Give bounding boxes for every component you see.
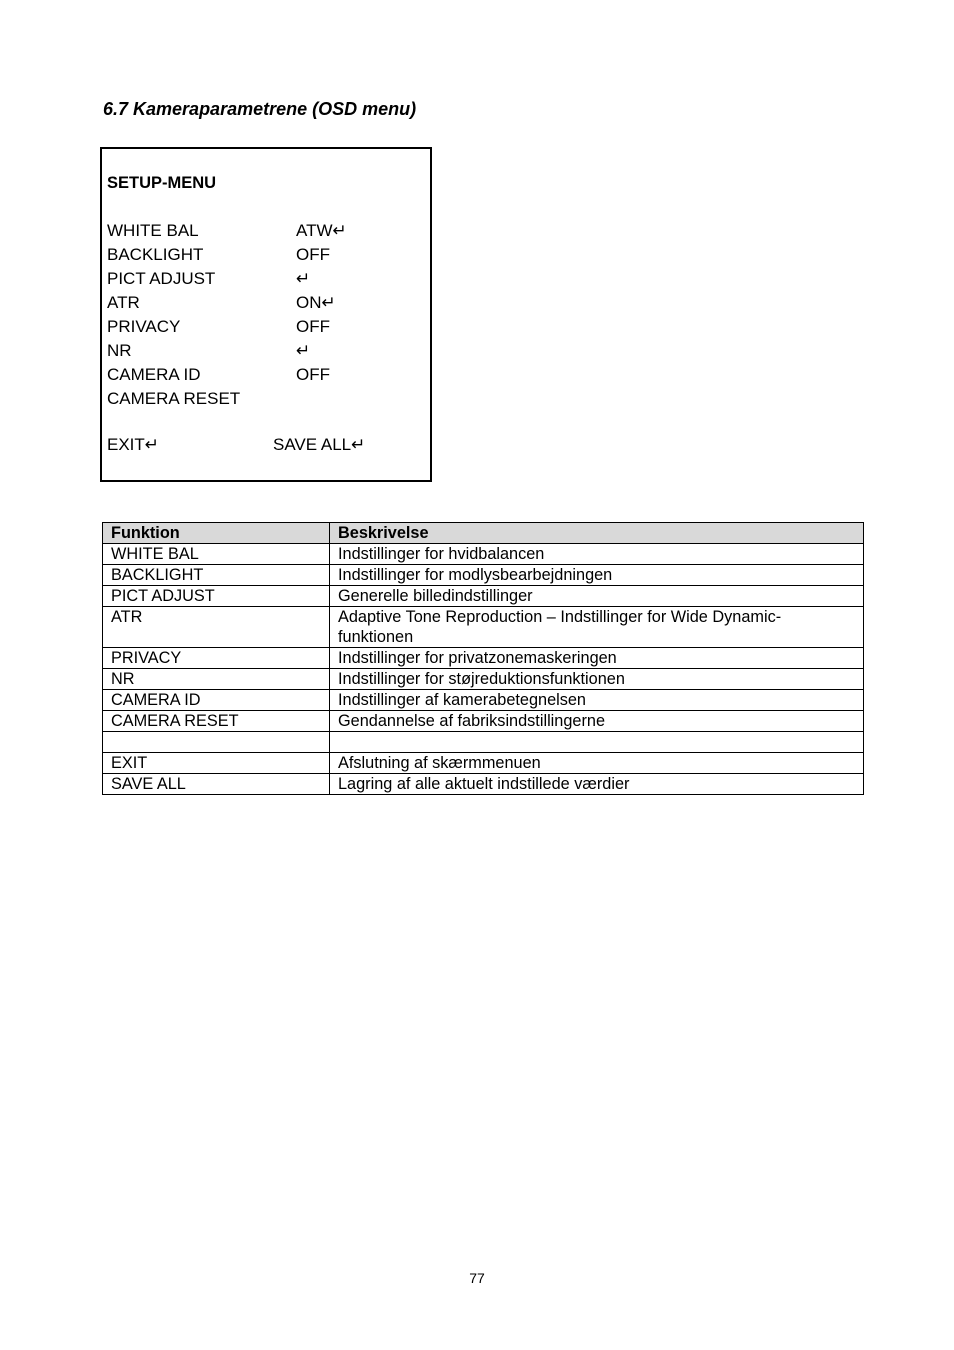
osd-setup-menu [100, 147, 432, 482]
osd-item-value: ↵ [296, 341, 311, 360]
table-row [103, 669, 864, 690]
osd-item-value: ATW↵ [296, 221, 347, 240]
osd-item-value: ↵ [296, 269, 311, 288]
table-cell-description [330, 732, 864, 753]
page-number: 77 [469, 1270, 485, 1286]
table-cell-description: Generelle billedindstillinger [330, 586, 864, 607]
osd-exit: EXIT↵ [107, 435, 160, 454]
table-cell-description: Indstillinger for privatzonemaskeringen [330, 648, 864, 669]
table-cell-description: Gendannelse af fabriksindstillingerne [330, 711, 864, 732]
table-cell-description: Afslutning af skærmmenuen [330, 753, 864, 774]
table-cell-function: CAMERA RESET [103, 711, 330, 732]
osd-item-value: OFF [296, 317, 330, 336]
osd-item-label: PRIVACY [107, 317, 181, 336]
table-cell-description: Indstillinger for modlysbearbejdningen [330, 565, 864, 586]
table-cell-description: Indstillinger for støjreduktionsfunktionen [330, 669, 864, 690]
osd-item-nr [102, 341, 430, 365]
osd-item-label: CAMERA ID [107, 365, 201, 384]
osd-footer [102, 435, 430, 459]
table-cell-function [103, 732, 330, 753]
osd-item-label: CAMERA RESET [107, 389, 241, 408]
section-title: 6.7 Kameraparametrene (OSD menu) [103, 99, 417, 119]
table-cell-function: PICT ADJUST [103, 586, 330, 607]
table-header-row [103, 523, 864, 544]
table-cell-description: Indstillinger af kamerabetegnelsen [330, 690, 864, 711]
osd-item-pict-adjust [102, 269, 430, 293]
osd-save-all: SAVE ALL↵ [273, 435, 366, 454]
table-cell-function: NR [103, 669, 330, 690]
osd-item-privacy [102, 317, 430, 341]
table-row-empty [103, 732, 864, 753]
osd-item-label: BACKLIGHT [107, 245, 204, 264]
table-cell-function: ATR [103, 607, 330, 648]
osd-item-label: PICT ADJUST [107, 269, 216, 288]
osd-item-label: ATR [107, 293, 140, 312]
table-cell-function: EXIT [103, 753, 330, 774]
table-row [103, 565, 864, 586]
osd-item-label: NR [107, 341, 132, 360]
table-row [103, 544, 864, 565]
table-header-cell: Funktion [103, 523, 330, 544]
osd-item-white-bal [102, 221, 430, 245]
osd-item-value: OFF [296, 365, 330, 384]
osd-menu-title: SETUP-MENU [107, 174, 217, 192]
table-row [103, 586, 864, 607]
table-cell-function: WHITE BAL [103, 544, 330, 565]
table-cell-function: PRIVACY [103, 648, 330, 669]
osd-item-camera-reset [102, 389, 430, 413]
table-cell-function: BACKLIGHT [103, 565, 330, 586]
table-cell-function: CAMERA ID [103, 690, 330, 711]
table-cell-description: Indstillinger for hvidbalancen [330, 544, 864, 565]
osd-item-label: WHITE BAL [107, 221, 199, 240]
osd-item-atr [102, 293, 430, 317]
table-cell-function: SAVE ALL [103, 774, 330, 795]
osd-item-camera-id [102, 365, 430, 389]
table-row [103, 607, 864, 648]
table-row [103, 648, 864, 669]
table-cell-description: Adaptive Tone Reproduction – Indstillinger for Wide Dynamic-funktionen [330, 607, 864, 648]
table-header-cell: Beskrivelse [330, 523, 864, 544]
table-row [103, 711, 864, 732]
table-cell-description: Lagring af alle aktuelt indstillede værdier [330, 774, 864, 795]
osd-item-backlight [102, 245, 430, 269]
table-row [103, 753, 864, 774]
function-table [102, 522, 864, 795]
osd-item-value: OFF [296, 245, 330, 264]
osd-item-value: ON↵ [296, 293, 336, 312]
table-row [103, 774, 864, 795]
table-row [103, 690, 864, 711]
